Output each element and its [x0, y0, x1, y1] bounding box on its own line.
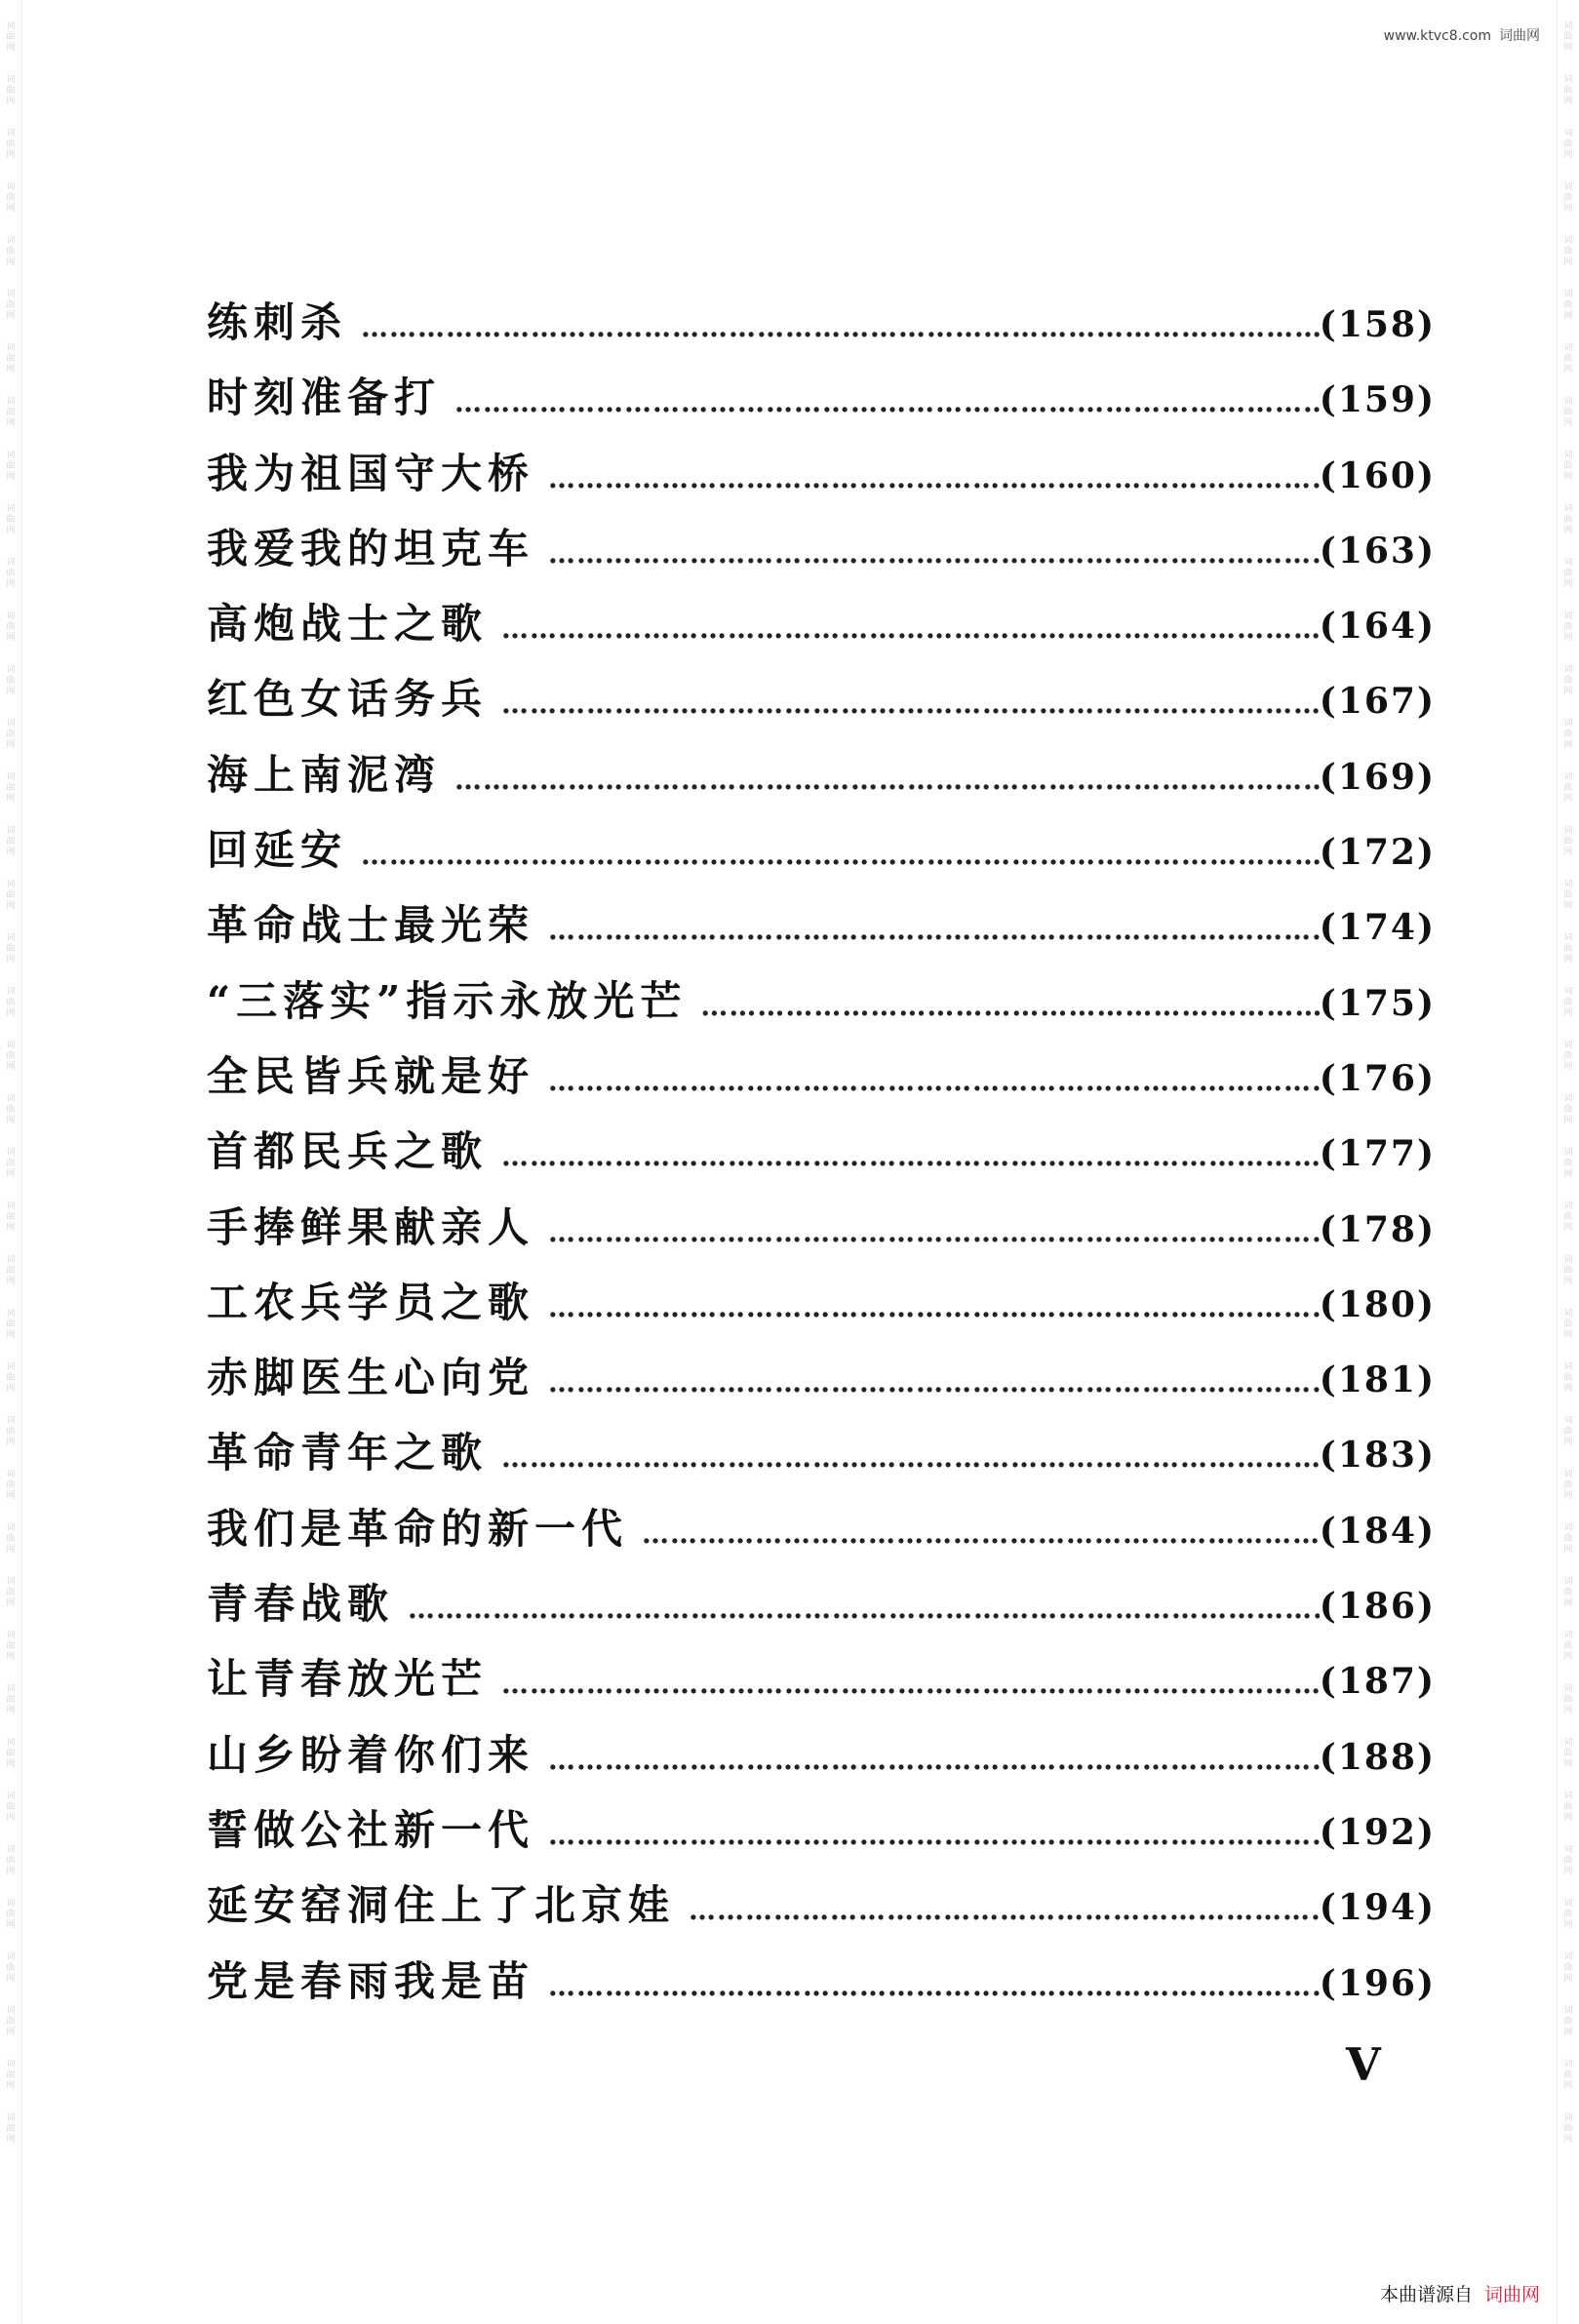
toc-dot-leader: [548, 537, 1320, 570]
toc-entry: [207, 1873, 1436, 1949]
toc-entry-title: 练刺杀: [207, 298, 348, 346]
toc-entry-page: (175): [1319, 982, 1436, 1024]
strip-watermark-mark: 词曲网: [1563, 1523, 1573, 1555]
toc-entry-title: 党是春雨我是苗: [207, 1956, 535, 2005]
strip-watermark-mark: 词曲网: [1563, 1201, 1573, 1233]
strip-watermark-mark: 词曲网: [1563, 665, 1573, 696]
toc-entry-title: 延安窑洞住上了北京娃: [207, 1881, 676, 1930]
strip-watermark-mark: 词曲网: [1563, 1041, 1573, 1072]
strip-watermark-mark: 词曲网: [6, 1201, 16, 1233]
strip-watermark-mark: 词曲网: [1563, 719, 1573, 750]
strip-watermark-mark: 词曲网: [1563, 2113, 1573, 2145]
strip-watermark-mark: 词曲网: [1563, 504, 1573, 535]
strip-watermark-mark: 词曲网: [6, 290, 16, 321]
strip-watermark-mark: 词曲网: [6, 719, 16, 750]
toc-entry-page: (159): [1319, 379, 1436, 421]
strip-watermark-mark: 词曲网: [1563, 1845, 1573, 1876]
toc-entry-page: (164): [1319, 606, 1436, 648]
strip-watermark-mark: 词曲网: [1563, 75, 1573, 106]
strip-watermark-mark: 词曲网: [1563, 1416, 1573, 1447]
strip-watermark-mark: 词曲网: [1563, 1899, 1573, 1930]
toc-entry: [207, 1798, 1436, 1873]
toc-dot-leader: [501, 612, 1320, 645]
strip-watermark-mark: 词曲网: [1563, 1309, 1573, 1340]
strip-watermark-mark: 词曲网: [1563, 2006, 1573, 2037]
toc-entry-page: (187): [1319, 1661, 1436, 1703]
toc-dot-leader: [548, 1970, 1320, 2002]
toc-dot-leader: [689, 1894, 1320, 1926]
right-watermark-strip: [1557, 0, 1579, 2324]
toc-entry-page: (192): [1319, 1811, 1436, 1853]
strip-watermark-mark: 词曲网: [6, 1684, 16, 1715]
strip-watermark-mark: 词曲网: [6, 236, 16, 267]
strip-watermark-mark: 词曲网: [6, 1577, 16, 1608]
toc-entry-title: 誓做公社新一代: [207, 1805, 535, 1854]
toc-dot-leader: [501, 1668, 1320, 1700]
toc-dot-leader: [642, 1517, 1320, 1550]
strip-watermark-mark: 词曲网: [6, 611, 16, 643]
toc-entry-title: “三落实”指示永放光芒: [207, 976, 688, 1025]
toc-entry-page: (196): [1319, 1962, 1436, 2004]
toc-entry-page: (160): [1319, 454, 1436, 496]
strip-watermark-mark: 词曲网: [6, 397, 16, 428]
strip-watermark-mark: 词曲网: [6, 2060, 16, 2091]
toc-entry: [207, 366, 1436, 441]
toc-entry: [207, 743, 1436, 818]
footer-credit-text: 本曲谱源自: [1379, 2284, 1473, 2305]
toc-dot-leader: [548, 1744, 1320, 1776]
header-url[interactable]: www.ktvc8.com: [1383, 28, 1491, 44]
strip-watermark-mark: 词曲网: [6, 129, 16, 160]
toc-entry: [207, 291, 1436, 366]
toc-entry: [207, 667, 1436, 742]
toc-entry-page: (158): [1319, 304, 1436, 345]
strip-watermark-mark: 词曲网: [6, 21, 16, 53]
footer-credit: [1380, 2280, 1540, 2306]
toc-entry-title: 革命战士最光荣: [207, 901, 535, 950]
toc-entry-title: 时刻准备打: [207, 374, 442, 422]
toc-entry: [207, 592, 1436, 667]
toc-entry-title: 工农兵学员之歌: [207, 1278, 535, 1326]
strip-watermark-mark: 词曲网: [6, 1148, 16, 1179]
toc-dot-leader: [361, 311, 1320, 343]
toc-entry-title: 海上南泥湾: [207, 750, 442, 799]
toc-entry-page: (180): [1319, 1283, 1436, 1325]
strip-watermark-mark: 词曲网: [6, 1899, 16, 1930]
toc-dot-leader: [501, 1140, 1320, 1172]
strip-watermark-mark: 词曲网: [6, 1416, 16, 1447]
toc-entry: [207, 1950, 1436, 2025]
strip-watermark-mark: 词曲网: [6, 1309, 16, 1340]
toc-entry: [207, 1044, 1436, 1120]
toc-entry-page: (178): [1319, 1208, 1436, 1250]
toc-entry-page: (194): [1319, 1887, 1436, 1929]
toc-entry-page: (169): [1319, 756, 1436, 798]
toc-entry-title: 我为祖国守大桥: [207, 449, 535, 497]
toc-dot-leader: [361, 839, 1320, 871]
toc-entry-page: (167): [1319, 681, 1436, 723]
strip-watermark-mark: 词曲网: [6, 1255, 16, 1286]
strip-watermark-mark: 词曲网: [1563, 1577, 1573, 1608]
strip-watermark-mark: 词曲网: [6, 1523, 16, 1555]
toc-dot-leader: [548, 1366, 1320, 1398]
strip-watermark-mark: 词曲网: [6, 343, 16, 374]
toc-entry-page: (181): [1319, 1359, 1436, 1401]
strip-watermark-mark: 词曲网: [1563, 236, 1573, 267]
strip-watermark-mark: 词曲网: [1563, 1094, 1573, 1125]
toc-entry: [207, 818, 1436, 893]
strip-watermark-mark: 词曲网: [6, 75, 16, 106]
toc-entry: [207, 1196, 1436, 1271]
toc-dot-leader: [548, 1065, 1320, 1097]
strip-watermark-mark: 词曲网: [1563, 880, 1573, 911]
strip-watermark-mark: 词曲网: [1563, 611, 1573, 643]
strip-watermark-mark: 词曲网: [6, 880, 16, 911]
strip-watermark-mark: 词曲网: [6, 933, 16, 965]
strip-watermark-mark: 词曲网: [1563, 129, 1573, 160]
strip-watermark-mark: 词曲网: [1563, 1148, 1573, 1179]
strip-watermark-mark: 词曲网: [1563, 290, 1573, 321]
toc-entry-page: (163): [1319, 530, 1436, 571]
strip-watermark-mark: 词曲网: [6, 1041, 16, 1072]
strip-watermark-mark: 词曲网: [6, 1470, 16, 1501]
toc-entry-title: 全民皆兵就是好: [207, 1051, 535, 1100]
table-of-contents: [207, 291, 1436, 2025]
strip-watermark-mark: 词曲网: [6, 1952, 16, 1984]
toc-dot-leader: [501, 688, 1320, 720]
toc-entry: [207, 969, 1436, 1044]
toc-dot-leader: [548, 462, 1320, 494]
strip-watermark-mark: 词曲网: [6, 182, 16, 214]
toc-entry-page: (177): [1319, 1133, 1436, 1175]
toc-entry-page: (183): [1319, 1435, 1436, 1477]
toc-entry: [207, 1421, 1436, 1496]
toc-entry-title: 青春战歌: [207, 1580, 395, 1629]
strip-watermark-mark: 词曲网: [1563, 1631, 1573, 1662]
toc-entry-title: 手捧鲜果献亲人: [207, 1202, 535, 1251]
footer-site-name[interactable]: 词曲网: [1483, 2284, 1540, 2305]
toc-dot-leader: [501, 1441, 1320, 1474]
toc-entry-page: (188): [1319, 1736, 1436, 1778]
strip-watermark-mark: 词曲网: [6, 2113, 16, 2145]
strip-watermark-mark: 词曲网: [1563, 21, 1573, 53]
header-site-name: 词曲网: [1499, 28, 1540, 44]
toc-entry: [207, 1271, 1436, 1346]
toc-dot-leader: [454, 764, 1320, 796]
toc-entry: [207, 1346, 1436, 1421]
strip-watermark-mark: 词曲网: [6, 772, 16, 804]
toc-entry-page: (176): [1319, 1057, 1436, 1099]
strip-watermark-mark: 词曲网: [6, 665, 16, 696]
toc-entry-page: (184): [1319, 1510, 1436, 1552]
strip-watermark-mark: 词曲网: [1563, 2060, 1573, 2091]
toc-entry-title: 我们是革命的新一代: [207, 1504, 629, 1553]
strip-watermark-mark: 词曲网: [1563, 1792, 1573, 1823]
strip-watermark-mark: 词曲网: [1563, 558, 1573, 589]
strip-watermark-mark: 词曲网: [1563, 1470, 1573, 1501]
strip-watermark-mark: 词曲网: [1563, 1952, 1573, 1984]
strip-watermark-mark: 词曲网: [6, 826, 16, 857]
header-watermark: [1384, 25, 1540, 45]
strip-watermark-mark: 词曲网: [1563, 826, 1573, 857]
toc-entry: [207, 1572, 1436, 1647]
toc-entry-title: 红色女话务兵: [207, 675, 489, 724]
strip-watermark-mark: 词曲网: [1563, 1738, 1573, 1769]
strip-watermark-mark: 词曲网: [1563, 451, 1573, 482]
strip-watermark-mark: 词曲网: [6, 504, 16, 535]
strip-watermark-mark: 词曲网: [1563, 1362, 1573, 1394]
toc-dot-leader: [454, 386, 1320, 418]
toc-entry-title: 赤脚医生心向党: [207, 1354, 535, 1402]
toc-entry-page: (172): [1319, 832, 1436, 874]
page-numeral: V: [1346, 2038, 1381, 2091]
strip-watermark-mark: 词曲网: [1563, 182, 1573, 214]
strip-watermark-mark: 词曲网: [1563, 397, 1573, 428]
toc-dot-leader: [548, 914, 1320, 946]
strip-watermark-mark: 词曲网: [1563, 987, 1573, 1018]
strip-watermark-mark: 词曲网: [6, 558, 16, 589]
toc-entry-title: 高炮战士之歌: [207, 600, 489, 649]
toc-entry: [207, 1120, 1436, 1195]
strip-watermark-mark: 词曲网: [6, 2006, 16, 2037]
toc-entry-page: (174): [1319, 907, 1436, 949]
strip-watermark-mark: 词曲网: [1563, 772, 1573, 804]
strip-watermark-mark: 词曲网: [1563, 343, 1573, 374]
toc-entry: [207, 1647, 1436, 1722]
strip-watermark-mark: 词曲网: [1563, 933, 1573, 965]
toc-entry: [207, 1497, 1436, 1572]
toc-entry-title: 革命青年之歌: [207, 1429, 489, 1477]
strip-watermark-mark: 词曲网: [6, 1362, 16, 1394]
toc-entry-title: 让青春放光芒: [207, 1655, 489, 1704]
toc-entry: [207, 517, 1436, 592]
toc-entry: [207, 893, 1436, 968]
left-watermark-strip: [0, 0, 22, 2324]
toc-dot-leader: [700, 990, 1319, 1022]
strip-watermark-mark: 词曲网: [6, 1792, 16, 1823]
strip-watermark-mark: 词曲网: [1563, 1684, 1573, 1715]
strip-watermark-mark: 词曲网: [1563, 1255, 1573, 1286]
toc-entry-page: (186): [1319, 1586, 1436, 1628]
toc-entry: [207, 442, 1436, 517]
strip-watermark-mark: 词曲网: [6, 1738, 16, 1769]
strip-watermark-mark: 词曲网: [6, 451, 16, 482]
toc-entry: [207, 1723, 1436, 1798]
strip-watermark-mark: 词曲网: [6, 987, 16, 1018]
strip-watermark-mark: 词曲网: [6, 1094, 16, 1125]
toc-entry-title: 回延安: [207, 826, 348, 875]
toc-dot-leader: [548, 1216, 1320, 1248]
toc-dot-leader: [548, 1291, 1320, 1323]
toc-dot-leader: [408, 1593, 1320, 1625]
strip-watermark-mark: 词曲网: [6, 1631, 16, 1662]
toc-entry-title: 首都民兵之歌: [207, 1127, 489, 1176]
toc-entry-title: 我爱我的坦克车: [207, 524, 535, 572]
strip-watermark-mark: 词曲网: [6, 1845, 16, 1876]
toc-dot-leader: [548, 1819, 1320, 1851]
toc-entry-title: 山乡盼着你们来: [207, 1730, 535, 1779]
